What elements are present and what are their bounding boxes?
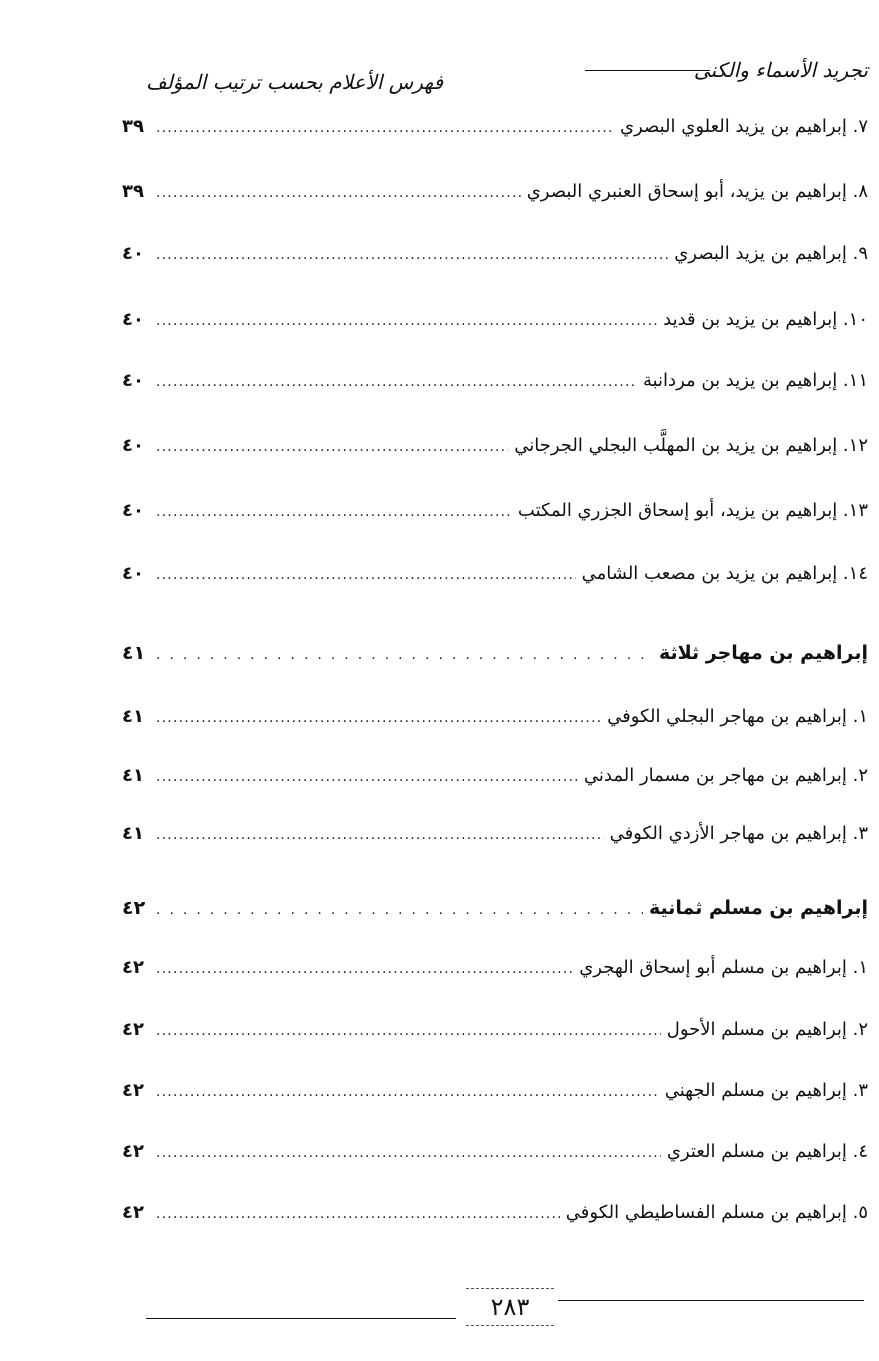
dot-leader [156,1206,560,1222]
entry-name: ١٣. إبراهيم بن يزيد، أبو إسحاق الجزري المكتب [517,500,868,521]
dot-leader [156,185,521,201]
dot-leader [156,439,508,455]
index-entry [122,1019,868,1053]
dot-leader [156,827,604,843]
dot-leader [156,961,573,977]
index-entry [122,706,868,740]
entry-name: ٥. إبراهيم بن مسلم الفساطيطي الكوفي [565,1202,868,1223]
entry-name: ٣. إبراهيم بن مهاجر الأزدي الكوفي [609,823,868,844]
entry-page: ٤٢ [122,957,144,978]
entry-name: ٤. إبراهيم بن مسلم العتري [666,1141,868,1162]
dot-leader [156,647,653,663]
entry-page: ٤٠ [122,563,144,584]
section-heading [122,642,868,676]
book-title: تجريد الأسماء والكنى [693,58,868,82]
index-entry [122,1141,868,1175]
entry-name: ٢. إبراهيم بن مهاجر بن مسمار المدني [583,765,868,786]
section-heading [122,897,868,931]
entry-page: ٣٩ [122,181,144,202]
dot-leader [156,769,578,785]
footer-rule-right [558,1300,864,1301]
entry-name: ٣. إبراهيم بن مسلم الجهني [664,1080,868,1101]
entry-name: ٢. إبراهيم بن مسلم الأحول [666,1019,868,1040]
dot-leader [156,247,668,263]
heading-page: ٤٢ [122,897,146,919]
entry-page: ٤٠ [122,243,144,264]
entry-page: ٤٠ [122,435,144,456]
dot-leader [156,567,576,583]
entry-name: ٧. إبراهيم بن يزيد العلوي البصري [619,116,868,137]
dot-leader [156,902,643,918]
dot-leader [156,313,657,329]
footer-rule-left [146,1318,456,1319]
index-entry [122,765,868,799]
index-entry [122,563,868,597]
entry-page: ٤٠ [122,500,144,521]
entry-name: ١٤. إبراهيم بن يزيد بن مصعب الشامي [581,563,868,584]
entry-page: ٣٩ [122,116,144,137]
heading-name: إبراهيم بن مسلم ثمانية [648,897,868,919]
index-entry [122,823,868,857]
entry-page: ٤٠ [122,370,144,391]
section-title: فهرس الأعلام بحسب ترتيب المؤلف [146,70,444,94]
dot-leader [156,374,637,390]
dot-leader [156,120,614,136]
index-entry [122,500,868,534]
index-entry [122,181,868,215]
dot-leader [156,504,512,520]
dot-leader [156,1145,661,1161]
index-entry [122,1080,868,1114]
dot-leader [156,1084,659,1100]
index-entry [122,370,868,404]
dot-leader [156,1023,661,1039]
index-entry [122,243,868,277]
page-number: ٢٨٣ [466,1288,554,1326]
index-entry [122,309,868,343]
dot-leader [156,710,601,726]
entry-page: ٤١ [122,706,144,727]
entry-name: ١. إبراهيم بن مهاجر البجلي الكوفي [607,706,868,727]
entry-name: ٨. إبراهيم بن يزيد، أبو إسحاق العنبري البصري [526,181,868,202]
index-entry [122,957,868,991]
entry-page: ٤٢ [122,1141,144,1162]
entry-name: ١٢. إبراهيم بن يزيد بن المهلَّب البجلي الجرجاني [514,435,868,456]
entry-page: ٤٢ [122,1019,144,1040]
entry-page: ٤١ [122,823,144,844]
entry-name: ١٠. إبراهيم بن يزيد بن قديد [663,309,868,330]
entry-name: ١. إبراهيم بن مسلم أبو إسحاق الهجري [579,957,868,978]
heading-page: ٤١ [122,642,146,664]
index-entry [122,435,868,469]
entry-page: ٤٢ [122,1080,144,1101]
index-entry [122,1202,868,1236]
index-entry [122,116,868,150]
entry-name: ١١. إبراهيم بن يزيد بن مردانبة [642,370,868,391]
entry-page: ٤٢ [122,1202,144,1223]
entry-page: ٤٠ [122,309,144,330]
entry-name: ٩. إبراهيم بن يزيد البصري [674,243,868,264]
heading-name: إبراهيم بن مهاجر ثلاثة [658,642,868,664]
entry-page: ٤١ [122,765,144,786]
